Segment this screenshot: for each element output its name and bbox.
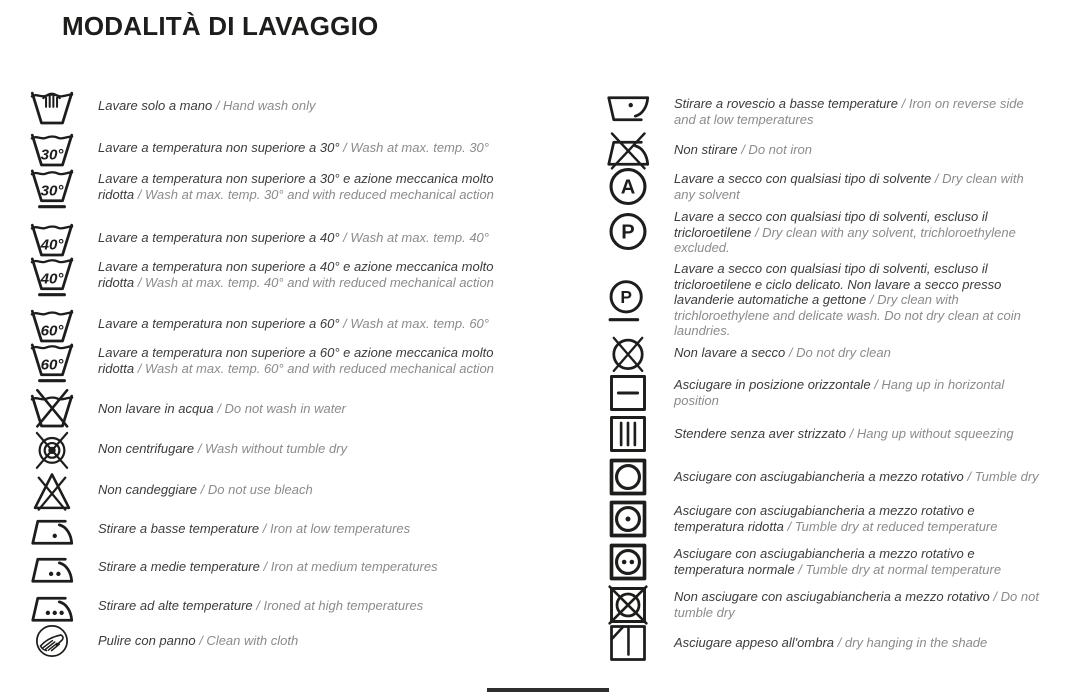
care-symbol-description — [674, 635, 1048, 651]
description-italian: Lavare a temperatura non superiore a 60° — [98, 316, 340, 332]
svg-text:60°: 60° — [40, 322, 64, 340]
care-symbol-description — [674, 503, 1048, 534]
page-title: MODALITÀ DI LAVAGGIO — [62, 11, 379, 41]
care-symbol-description — [674, 589, 1048, 620]
dry-clean-P-delicate-icon — [606, 278, 650, 322]
description-english: / Dry clean with any solvent — [674, 171, 1024, 202]
description-italian: Stendere senza aver strizzato — [674, 426, 846, 442]
description-italian: Asciugare appeso all'ombra — [674, 635, 835, 651]
description-italian: Lavare a temperatura non superiore a 30° e azione meccanica molto ridotta — [98, 171, 494, 202]
svg-text:P: P — [621, 221, 635, 244]
cropped-content-bottom — [487, 688, 609, 692]
description-english: / dry hanging in the shade — [837, 635, 988, 651]
dry-flat-icon — [606, 371, 650, 415]
description-english: / Wash at max. temp. 40° — [343, 230, 489, 246]
care-symbol-description — [674, 171, 1048, 202]
description-italian: Lavare a temperatura non superiore a 30° — [98, 140, 340, 156]
dry-clean-any-solvent-icon — [606, 165, 650, 209]
description-italian: Pulire con panno — [98, 633, 196, 649]
description-italian: Non lavare in acqua — [98, 401, 214, 417]
description-italian: Non stirare — [674, 142, 738, 158]
description-italian: Lavare a secco con qualsiasi tipo di solvente — [674, 171, 932, 187]
description-english: / Do not iron — [741, 142, 813, 158]
care-symbol-description — [674, 96, 1048, 127]
tumble-dry-normal-icon — [606, 540, 650, 584]
description-italian: Lavare a temperatura non superiore a 40° e azione meccanica molto ridotta — [98, 259, 494, 290]
care-symbol-row — [606, 497, 1048, 541]
description-english: / Iron at medium temperatures — [263, 559, 438, 575]
care-symbol-description — [674, 261, 1048, 339]
description-italian: Asciugare con asciugabiancheria a mezzo rotativo e temperatura ridotta — [674, 503, 975, 534]
care-symbol-row — [606, 209, 1048, 256]
description-english: / Tumble dry at reduced temperature — [787, 519, 998, 534]
svg-text:P: P — [620, 287, 632, 308]
description-english: / Clean with cloth — [199, 633, 299, 649]
svg-text:40°: 40° — [40, 270, 64, 288]
care-symbol-row — [606, 621, 1048, 665]
care-symbol-description — [674, 469, 1048, 485]
description-english: / Tumble dry — [967, 469, 1039, 485]
description-italian: Non candeggiare — [98, 482, 198, 498]
description-english: / Do not tumble dry — [674, 589, 1039, 620]
care-symbol-description — [674, 546, 1048, 577]
description-english: / Tumble dry at normal temperature — [798, 562, 1002, 577]
description-italian: Stirare a basse temperature — [98, 521, 260, 537]
care-symbol-description — [674, 345, 1048, 361]
description-english: / Wash at max. temp. 60° and with reduced mechanical action — [137, 361, 494, 376]
description-english: / Do not use bleach — [200, 482, 313, 498]
description-english: / Iron on reverse side and at low temperatures — [674, 96, 1024, 127]
care-symbol-row — [606, 261, 1048, 339]
description-english: / Do not dry clean — [788, 345, 891, 361]
description-italian: Lavare a secco con qualsiasi tipo di solventi, escluso il tricloroetilene e ciclo delicato. Non lavare a secco presso lavanderie automatiche a gettone — [674, 261, 1002, 308]
care-symbol-row — [606, 371, 1048, 415]
description-italian: Asciugare con asciugabiancheria a mezzo rotativo — [674, 469, 964, 485]
svg-text:30°: 30° — [40, 146, 64, 164]
description-italian: Lavare a temperatura non superiore a 40° — [98, 230, 340, 246]
description-italian: Stirare ad alte temperature — [98, 598, 253, 614]
description-english: / Iron at low temperatures — [262, 521, 411, 537]
description-english: / Hang up in horizontal position — [674, 377, 1005, 408]
tumble-dry-low-icon — [606, 497, 650, 541]
description-english: / Dry clean with trichloroethylene and delicate wash. Do not dry clean at coin laundries. — [674, 292, 1021, 339]
description-italian: Asciugare con asciugabiancheria a mezzo rotativo e temperatura normale — [674, 546, 975, 577]
description-english: / Hand wash only — [215, 98, 316, 114]
description-italian: Non asciugare con asciugabiancheria a mezzo rotativo — [674, 589, 990, 605]
description-italian: Asciugare in posizione orizzontale — [674, 377, 871, 393]
care-symbol-description — [674, 142, 1048, 158]
description-english: / Do not wash in water — [217, 401, 346, 417]
care-symbol-row — [606, 331, 1048, 375]
description-english: / Wash at max. temp. 60° — [343, 316, 489, 332]
no-dry-clean-icon — [606, 331, 650, 375]
svg-text:A: A — [620, 176, 636, 199]
description-italian: Lavare a temperatura non superiore a 60° e azione meccanica molto ridotta — [98, 345, 494, 376]
care-symbol-row — [606, 540, 1048, 584]
svg-text:30°: 30° — [40, 182, 64, 200]
description-italian: Lavare solo a mano — [98, 98, 213, 114]
description-italian: Non centrifugare — [98, 441, 195, 457]
description-italian: Lavare a secco con qualsiasi tipo di solventi, escluso il tricloroetilene — [674, 209, 988, 240]
care-symbol-row — [606, 455, 1048, 499]
description-english: / Wash at max. temp. 30° and with reduced mechanical action — [137, 187, 494, 202]
description-italian: Stirare a medie temperature — [98, 559, 260, 575]
care-symbol-description — [674, 377, 1048, 408]
svg-text:60°: 60° — [40, 356, 64, 374]
care-symbol-description — [674, 426, 1048, 442]
description-english: / Dry clean with any solvent, trichloroethylene excluded. — [674, 224, 1016, 256]
care-symbol-row — [606, 412, 1048, 456]
description-english: / Wash at max. temp. 30° — [343, 140, 489, 156]
description-english: / Ironed at high temperatures — [256, 598, 424, 614]
description-english: / Wash without tumble dry — [197, 441, 348, 457]
tumble-dry-icon — [606, 455, 650, 499]
dry-clean-P-icon — [606, 210, 650, 254]
description-italian: Stirare a rovescio a basse temperature — [674, 96, 898, 112]
svg-text:40°: 40° — [40, 236, 64, 254]
description-italian: Non lavare a secco — [674, 345, 786, 361]
care-symbol-row — [606, 165, 1048, 209]
dry-shade-icon — [606, 621, 650, 665]
description-english: / Wash at max. temp. 40° and with reduced mechanical action — [137, 275, 494, 290]
drip-dry-icon — [606, 412, 650, 456]
description-english: / Hang up without squeezing — [849, 426, 1014, 442]
care-symbol-description — [674, 209, 1048, 256]
